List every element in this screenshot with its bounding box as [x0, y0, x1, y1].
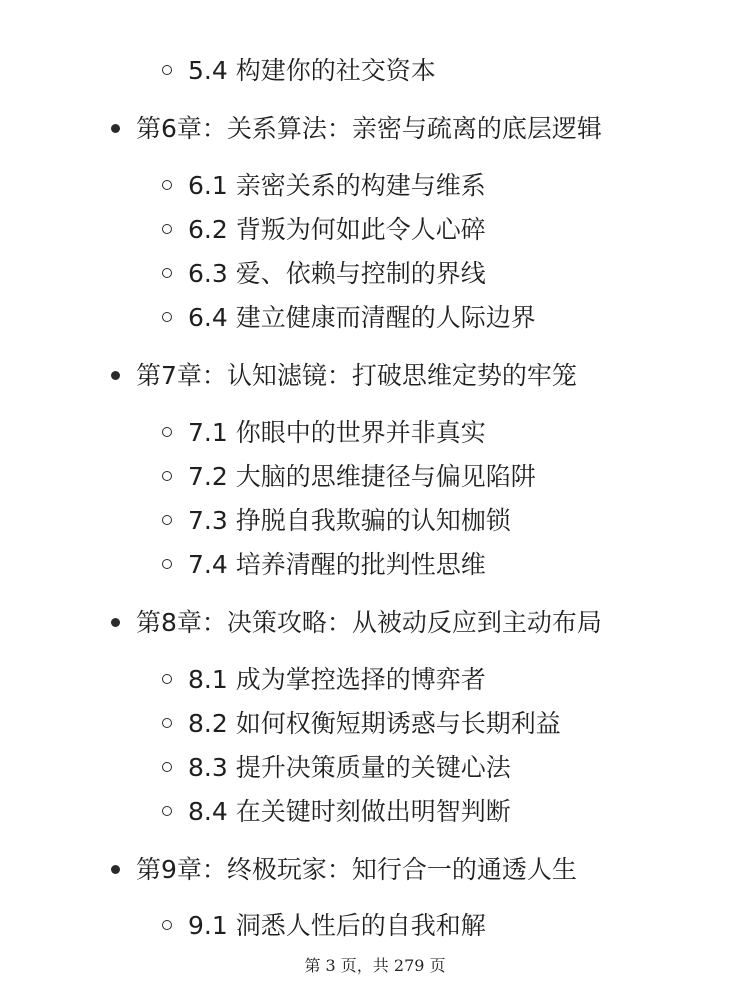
toc-section-label: 8.3 提升决策质量的关键心法: [188, 753, 511, 782]
toc-section-label: 7.1 你眼中的世界并非真实: [188, 418, 486, 447]
hollow-bullet-icon: [162, 268, 172, 278]
hollow-bullet-icon: [162, 471, 172, 481]
hollow-bullet-icon: [162, 312, 172, 322]
toc-section-label: 5.4 构建你的社交资本: [188, 56, 436, 85]
toc-chapter-label: 第9章：终极玩家：知行合一的通透人生: [136, 855, 577, 884]
hollow-bullet-icon: [162, 806, 172, 816]
filled-bullet-icon: [111, 371, 120, 380]
hollow-bullet-icon: [162, 674, 172, 684]
hollow-bullet-icon: [162, 718, 172, 728]
hollow-bullet-icon: [162, 65, 172, 75]
toc-section-label: 6.4 建立健康而清醒的人际边界: [188, 303, 536, 332]
toc-section-label: 8.2 如何权衡短期诱惑与长期利益: [188, 709, 561, 738]
toc-section-label: 7.4 培养清醒的批判性思维: [188, 550, 486, 579]
toc-section-label: 9.1 洞悉人性后的自我和解: [188, 911, 486, 940]
hollow-bullet-icon: [162, 920, 172, 930]
toc-section-label: 7.2 大脑的思维捷径与偏见陷阱: [188, 462, 536, 491]
hollow-bullet-icon: [162, 762, 172, 772]
hollow-bullet-icon: [162, 180, 172, 190]
filled-bullet-icon: [111, 618, 120, 627]
toc-chapter-label: 第7章：认知滤镜：打破思维定势的牢笼: [136, 361, 577, 390]
toc-section-label: 8.4 在关键时刻做出明智判断: [188, 797, 511, 826]
toc-section-label: 6.3 爱、依赖与控制的界线: [188, 259, 486, 288]
hollow-bullet-icon: [162, 559, 172, 569]
toc-section-label: 6.1 亲密关系的构建与维系: [188, 171, 486, 200]
filled-bullet-icon: [111, 124, 120, 133]
page-indicator: 第 3 页，共 279 页: [304, 956, 446, 975]
toc-section-label: 6.2 背叛为何如此令人心碎: [188, 215, 486, 244]
filled-bullet-icon: [111, 865, 120, 874]
hollow-bullet-icon: [162, 224, 172, 234]
toc-chapter-label: 第8章：决策攻略：从被动反应到主动布局: [136, 608, 602, 637]
toc-section-label: 8.1 成为掌控选择的博弈者: [188, 665, 486, 694]
toc-chapter-label: 第6章：关系算法：亲密与疏离的底层逻辑: [136, 114, 602, 143]
hollow-bullet-icon: [162, 427, 172, 437]
hollow-bullet-icon: [162, 515, 172, 525]
toc-section-label: 7.3 挣脱自我欺骗的认知枷锁: [188, 506, 511, 535]
